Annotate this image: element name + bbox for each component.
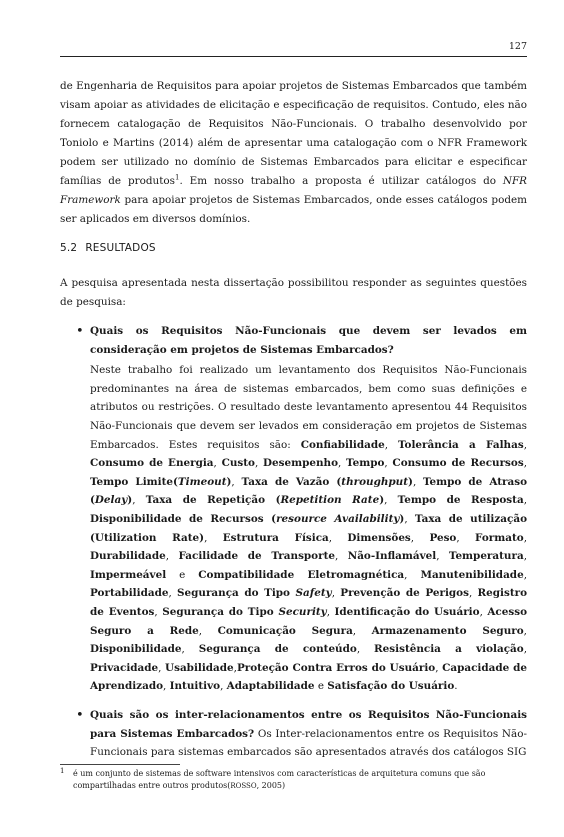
requirement-term: Desempenho	[263, 457, 339, 470]
page-number: 127	[508, 41, 527, 52]
answer-1-intro: Neste trabalho foi realizado um levantamento dos Requisitos Não-Funcionais predominantes na área de sistemas embarcados, bem como suas definições e atributos ou restrições. O resultado deste levantamento apresentou 44 Requisitos Não-Funcionais que devem ser levados em consideração em projetos de Sistemas Embarcados. Estes requisitos são:	[90, 364, 527, 451]
requirement-term: Estrutura Física	[222, 531, 329, 544]
section-number: 5.2	[60, 242, 78, 254]
requirement-term: Intuitivo	[169, 680, 221, 693]
footnote-text	[73, 768, 527, 792]
citation-year: , 2005)	[256, 780, 286, 790]
requirement-term: Comunicação Segura	[217, 624, 353, 637]
requirement-term: Tolerância a Falhas	[397, 438, 524, 451]
requirement-term: Custo	[221, 457, 255, 470]
intro-text-2: . Em nosso trabalho a proposta é utilizar catálogos do	[179, 175, 503, 187]
requirement-term: Capacidade de Aprendizado	[90, 661, 528, 693]
requirement-term: Facilidade de Transporte	[178, 550, 335, 563]
footnote-reference[interactable]: 1	[174, 173, 180, 182]
requirement-term: Dimensões	[347, 531, 411, 544]
answer-1	[90, 361, 527, 696]
requirement-term: Peso	[429, 531, 457, 544]
bullet-item-1	[90, 322, 527, 696]
section-title: RESULTADOS	[85, 242, 156, 254]
section-heading	[60, 242, 156, 254]
requirement-term: Durabilidade	[90, 550, 166, 563]
requirement-term: Manutenibilidade	[420, 568, 524, 581]
requirement-term: Acesso Seguro a Rede	[90, 605, 528, 637]
requirement-term: Consumo de Recursos	[392, 457, 524, 470]
requirement-term: Segurança do Tipo Security	[162, 605, 327, 618]
requirement-term: Confiabilidade	[300, 438, 385, 451]
requirement-term: Usabilidade	[165, 661, 234, 674]
requirement-term: Não-Inflamável	[347, 550, 437, 563]
footnote-rule	[60, 764, 180, 765]
answer-2-intro: Os Inter-relacionamentos entre os Requisitos Não-Funcionais para sistemas embarcados são apresentados através dos catálogos SIG	[90, 727, 527, 759]
bullet-marker: •	[76, 708, 84, 723]
question-2: Quais são os inter-relacionamentos entre os Requisitos Não-Funcionais para Sistemas Embarcados?	[90, 709, 527, 740]
requirement-term: Identificação do Usuário	[334, 605, 480, 618]
requirement-term: Formato	[475, 531, 524, 544]
bullet-marker: •	[76, 324, 84, 339]
intro-paragraph	[60, 77, 527, 229]
requirement-term: Adaptabilidade	[226, 680, 315, 693]
requirement-term: Consumo de Energia	[90, 457, 214, 470]
requirement-term: Tempo de Resposta	[397, 494, 524, 507]
requirement-term: Disponibilidade de Recursos (resource Availability)	[90, 512, 405, 525]
requirement-term: Tempo de Atraso (Delay)	[90, 475, 528, 507]
question-1: Quais os Requisitos Não-Funcionais que devem ser levados em consideração em projetos de Sistemas Embarcados?	[90, 325, 527, 356]
footnote-text-body: é um conjunto de sistemas de software intensivos com características de arquitetura comuns que são compartilhadas entre outros produtos(	[73, 769, 486, 790]
requirement-term: Segurança de conteúdo	[198, 643, 357, 656]
requirement-term: Privacidade	[90, 661, 159, 674]
requirement-term: Resistência a violação	[374, 643, 524, 656]
intro-text-1: de Engenharia de Requisitos para apoiar projetos de Sistemas Embarcados que também visam apoiar as atividades de elicitação e especificação de requisitos. Contudo, eles não fornecem catalogação de Requisitos Não-Funcionais. O trabalho desenvolvido por Toniolo e Martins (2014) além de apresentar uma catalogação com o NFR Framework podem ser utilizado no domínio de Sistemas Embarcados para elicitar e especificar famílias de produtos	[60, 80, 527, 187]
requirement-term: Taxa de Repetição (Repetition Rate)	[145, 494, 385, 507]
requirements-list: Confiabilidade, Tolerância a Falhas, Consumo de Energia, Custo, Desempenho, Tempo, Consumo de Recursos, Tempo Limite(Timeout), Taxa de Vazão (throughput), Tempo de Atraso (Delay), Taxa de Repetição (Repetition Rate), Tempo de Resposta, Disponibilidade de Recursos (resource Availability), Taxa de utilização (Utilization Rate), Estrutura Física, Dimensões, Peso, Formato, Durabilidade, Facilidade de Transporte, Não-Inflamável, Temperatura, Impermeável e Compatibilidade Eletromagnética, Manutenibilidade, Portabilidade, Segurança do Tipo Safety, Prevenção de Perigos, Registro de Eventos, Segurança do Tipo Security, Identificação do Usuário, Acesso Seguro a Rede, Comunicação Segura, Armazenamento Seguro, Disponibilidade, Segurança de conteúdo, Resistência a violação, Privacidade, Usabilidade,Proteção Contra Erros do Usuário, Capacidade de Aprendizado, Intuitivo, Adaptabilidade e Satisfação do Usuário.	[90, 438, 528, 693]
citation-author: ROSSO	[230, 781, 257, 790]
requirement-term: Segurança do Tipo Safety	[177, 587, 332, 600]
requirement-term: Registro de Eventos	[90, 587, 528, 618]
requirement-term: Temperatura	[448, 550, 524, 563]
requirement-term: Disponibilidade	[90, 643, 182, 656]
research-intro: A pesquisa apresentada nesta dissertação possibilitou responder as seguintes questões de pesquisa:	[60, 277, 527, 308]
requirement-term: Taxa de utilização (Utilization Rate)	[90, 512, 527, 544]
header-rule	[60, 56, 527, 57]
requirement-term: Satisfação do Usuário	[327, 680, 455, 693]
requirement-term: Impermeável	[90, 568, 167, 581]
intro-text-3: para apoiar projetos de Sistemas Embarcados, onde esses catálogos podem ser aplicados em diversos domínios.	[60, 194, 527, 225]
requirement-term: Portabilidade	[90, 587, 169, 600]
nfr-framework-text: NFR Framework	[60, 175, 527, 206]
requirement-term: Tempo	[346, 457, 385, 470]
requirement-term: Proteção Contra Erros do Usuário	[236, 661, 436, 674]
requirement-term: Taxa de Vazão (throughput)	[241, 475, 413, 488]
requirement-term: Prevenção de Perigos	[340, 587, 469, 600]
requirement-term: Tempo Limite(Timeout)	[90, 475, 232, 488]
bullet-item-2	[90, 706, 527, 762]
requirement-term: Armazenamento Seguro	[371, 624, 524, 637]
footnote-mark: 1	[60, 767, 65, 775]
requirement-term: Compatibilidade Eletromagnética	[198, 568, 405, 581]
